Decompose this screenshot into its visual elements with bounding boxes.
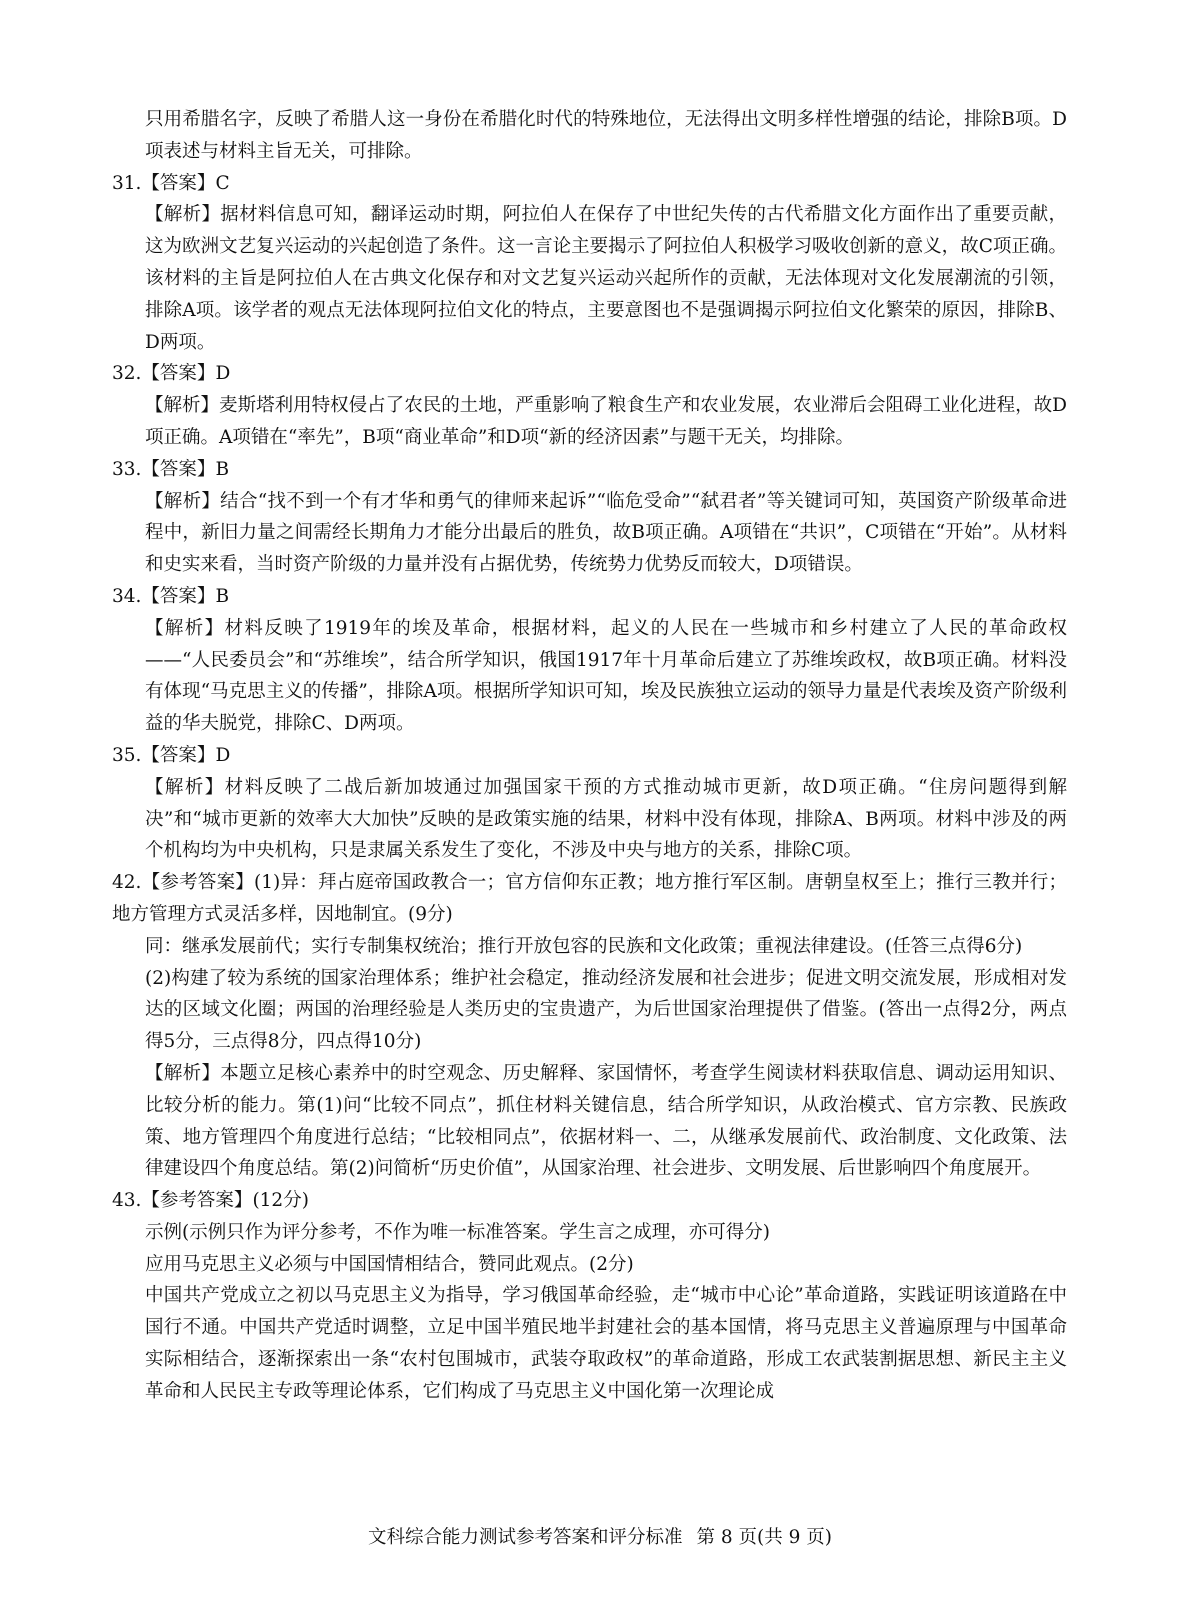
answer-value: B — [215, 585, 230, 607]
paragraph: 同：继承发展前代；实行专制集权统治；推行开放包容的民族和文化政策；重视法律建设。(任答三点得6分) — [145, 935, 1023, 957]
answer-value: C — [215, 172, 230, 194]
analysis-paragraph: 【解析】材料反映了二战后新加坡通过加强国家干预的方式推动城市更新，故D项正确。“住房问题得到解决”和“城市更新的效率大大加快”反映的是政策实施的结果，材料中没有体现，排除A、B两项。材料中涉及的两个机构均为中央机构，只是隶属关系发生了变化，不涉及中央与地方的关系，排除C项。 — [145, 776, 1067, 862]
question-number: 43. — [112, 1190, 142, 1212]
question-number: 35. — [112, 744, 142, 766]
paragraph: 示例(示例只作为评分参考，不作为唯一标准答案。学生言之成理，亦可得分) — [145, 1221, 770, 1243]
answer-label: 【答案】 — [141, 172, 216, 194]
footer-page-number: 第 8 页(共 9 页) — [696, 1527, 832, 1548]
question-number: 32. — [112, 363, 142, 385]
question-number: 42. — [112, 872, 142, 894]
footer-title: 文科综合能力测试参考答案和评分标准 — [368, 1527, 683, 1548]
answer-label: 【答案】 — [141, 363, 216, 385]
paragraph: 中国共产党成立之初以马克思主义为指导，学习俄国革命经验，走“城市中心论”革命道路，实践证明该道路在中国行不通。中国共产党适时调整，立足中国半殖民地半封建社会的基本国情，将马克思主义普遍原理与中国革命实际相结合，逐渐探索出一条“农村包围城市，武装夺取政权”的革命道路，形成工农武装割据思想、新民主主义革命和人民民主专政等理论体系，它们构成了马克思主义中国化第一次理论成 — [145, 1285, 1067, 1402]
analysis-paragraph: 【解析】本题立足核心素养中的时空观念、历史解释、家国情怀，考查学生阅读材料获取信息、调动运用知识、比较分析的能力。第(1)问“比较不同点”，抓住材料关键信息，结合所学知识，从政治模式、官方宗教、民族政策、地方管理四个角度进行总结；“比较相同点”，依据材料一、二，从继承发展前代、政治制度、文化政策、法律建设四个角度总结。第(2)问简析“历史价值”，从国家治理、社会进步、文明发展、后世影响四个角度展开。 — [145, 1062, 1067, 1180]
page-footer — [0, 1524, 1200, 1552]
analysis-paragraph: 【解析】麦斯塔利用特权侵占了农民的土地，严重影响了粮食生产和农业发展，农业滞后会阻碍工业化进程，故D项正确。A项错在“率先”，B项“商业革命”和D项“新的经济因素”与题干无关，均排除。 — [145, 395, 1067, 448]
paragraph: 只用希腊名字，反映了希腊人这一身份在希腊化时代的特殊地位，无法得出文明多样性增强的结论，排除B项。D项表述与材料主旨无关，可排除。 — [145, 109, 1067, 162]
question-number: 34. — [112, 585, 142, 607]
paragraph: 应用马克思主义必须与中国国情相结合，赞同此观点。(2分) — [145, 1253, 634, 1275]
answer-label: 【参考答案】 — [141, 1190, 253, 1212]
answer-label: 【参考答案】 — [141, 872, 255, 894]
answer-line-35 — [112, 740, 1067, 772]
answer-content — [112, 104, 1067, 1408]
answer-label: 【答案】 — [141, 585, 216, 607]
answer-value: (12分) — [252, 1190, 309, 1212]
answer-value: B — [215, 458, 230, 480]
answer-value: D — [215, 744, 231, 766]
answer-line-32 — [112, 358, 1067, 390]
analysis-paragraph: 【解析】据材料信息可知，翻译运动时期，阿拉伯人在保存了中世纪失传的古代希腊文化方面作出了重要贡献，这为欧洲文艺复兴运动的兴起创造了条件。这一言论主要揭示了阿拉伯人积极学习吸收创新的意义，故C项正确。该材料的主旨是阿拉伯人在古典文化保存和对文艺复兴运动兴起所作的贡献，无法体现对文化发展潮流的引领，排除A项。该学者的观点无法体现阿拉伯文化的特点，主要意图也不是强调揭示阿拉伯文化繁荣的原因，排除B、D两项。 — [145, 204, 1067, 353]
answer-line-34 — [112, 581, 1067, 613]
answer-line-43 — [112, 1185, 1067, 1217]
answer-value: (1)异：拜占庭帝国政教合一；官方信仰东正教；地方推行军区制。唐朝皇权至上；推行三教并行；地方管理方式灵活多样，因地制宜。(9分) — [112, 872, 1067, 925]
question-number: 33. — [112, 458, 142, 480]
paragraph: (2)构建了较为系统的国家治理体系；维护社会稳定，推动经济发展和社会进步；促进文明交流发展，形成相对发达的区域文化圈；两国的治理经验是人类历史的宝贵遗产，为后世国家治理提供了借鉴。(答出一点得2分，两点得5分，三点得8分，四点得10分) — [145, 967, 1067, 1053]
answer-line-31 — [112, 168, 1067, 200]
answer-line-33 — [112, 454, 1067, 486]
analysis-paragraph: 【解析】材料反映了1919年的埃及革命，根据材料，起义的人民在一些城市和乡村建立了人民的革命政权——“人民委员会”和“苏维埃”，结合所学知识，俄国1917年十月革命后建立了苏维埃政权，故B项正确。材料没有体现“马克思主义的传播”，排除A项。根据所学知识可知，埃及民族独立运动的领导力量是代表埃及资产阶级利益的华夫脱党，排除C、D两项。 — [145, 617, 1067, 735]
answer-label: 【答案】 — [141, 458, 216, 480]
answer-value: D — [215, 363, 231, 385]
question-number: 31. — [112, 172, 142, 194]
analysis-paragraph: 【解析】结合“找不到一个有才华和勇气的律师来起诉”“临危受命”“弑君者”等关键词可知，英国资产阶级革命进程中，新旧力量之间需经长期角力才能分出最后的胜负，故B项正确。A项错在“共识”，C项错在“开始”。从材料和史实来看，当时资产阶级的力量并没有占据优势，传统势力优势反而较大，D项错误。 — [145, 490, 1067, 576]
answer-label: 【答案】 — [141, 744, 216, 766]
answer-line-42 — [112, 867, 1067, 931]
